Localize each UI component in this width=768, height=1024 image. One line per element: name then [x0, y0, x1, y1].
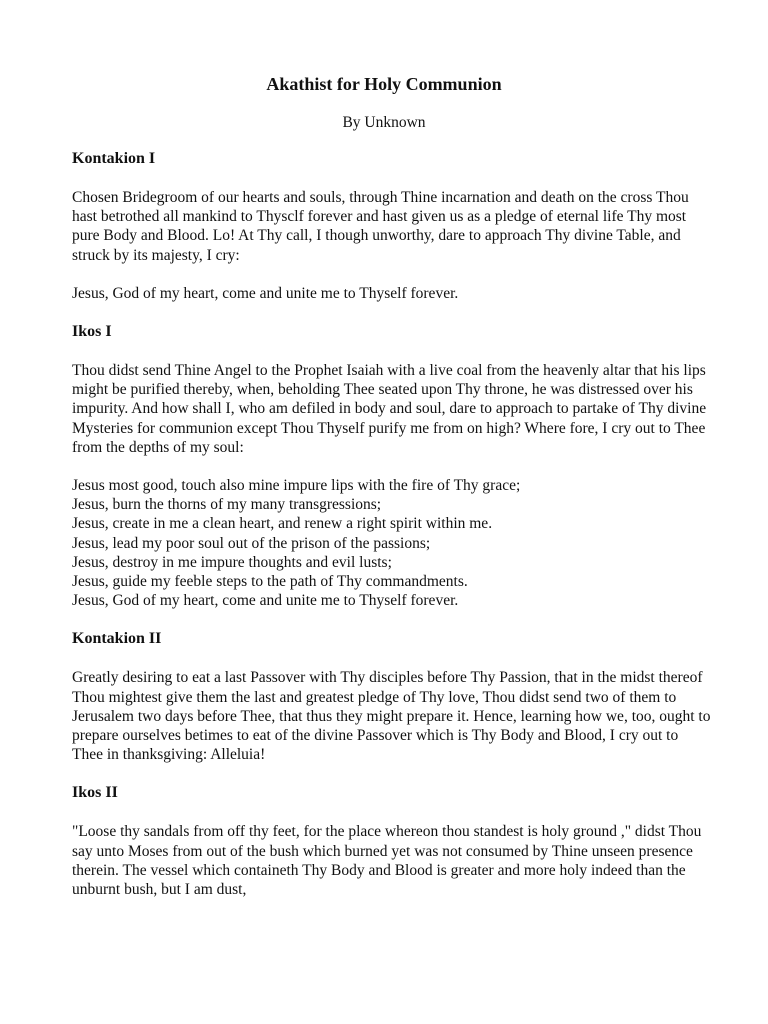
petition-line: Jesus, burn the thorns of my many transgressions;: [72, 496, 382, 514]
ikos-1-petitions: [72, 476, 712, 610]
kontakion-2-text: Greatly desiring to eat a last Passover with Thy disciples before Thy Passion, that in the midst thereof Thou mightest give them the last and greatest pledge of Thy love, Thou didst send two of them to Jerusalem two days before Thee, that thus they might prepare it. Hence, learning how we, too, ought to prepare ourselves betimes to eat of the divine Passover which is Thy Body and Blood, I cry out to Thee in thanksgiving: Alleluia!: [72, 669, 711, 764]
ikos-2-text: "Loose thy sandals from off thy feet, for the place whereon thou standest is holy ground ," didst Thou say unto Moses from out of the bush which burned yet was not consumed by Thine unseen presence therein. The vessel which containeth Thy Body and Blood is greater and more holy indeed than the unburnt bush, but I am dust,: [72, 823, 702, 899]
heading-ikos-2: Ikos II: [72, 784, 118, 802]
petition-line: Jesus, create in me a clean heart, and renew a right spirit within me.: [72, 515, 493, 533]
kontakion-1-refrain: Jesus, God of my heart, come and unite me to Thyself forever.: [72, 284, 459, 302]
petition-line: Jesus most good, touch also mine impure lips with the fire of Thy grace;: [72, 477, 521, 495]
document-body: [72, 149, 712, 918]
heading-ikos-1: Ikos I: [72, 323, 112, 341]
document-byline: By Unknown: [342, 114, 426, 131]
document-title: Akathist for Holy Communion: [266, 74, 502, 94]
petition-line: Jesus, guide my feeble steps to the path of Thy commandments.: [72, 573, 468, 591]
petition-line: Jesus, destroy in me impure thoughts and evil lusts;: [72, 553, 392, 571]
petition-line: Jesus, God of my heart, come and unite me to Thyself forever.: [72, 592, 459, 610]
petition-line: Jesus, lead my poor soul out of the prison of the passions;: [72, 534, 431, 552]
ikos-1-text: Thou didst send Thine Angel to the Prophet Isaiah with a live coal from the heavenly altar that his lips might be purified thereby, when, beholding Thee seated upon Thy throne, he was distressed over his impurity. And how shall I, who am defiled in body and soul, dare to approach to partake of Thy divine Mysteries for communion except Thou Thyself purify me from on high? Where fore, I cry out to Thee from the depths of my soul:: [72, 362, 707, 456]
heading-kontakion-1: Kontakion I: [72, 150, 156, 167]
heading-kontakion-2: Kontakion II: [72, 630, 162, 648]
kontakion-1-text: Chosen Bridegroom of our hearts and souls, through Thine incarnation and death on the cross Thou hast betrothed all mankind to Thysclf forever and hast given us as a pledge of eternal life Thy most pure Body and Blood. Lo! At Thy call, I though unworthy, dare to approach Thy divine Table, and struck by its majesty, I cry:: [72, 189, 689, 264]
